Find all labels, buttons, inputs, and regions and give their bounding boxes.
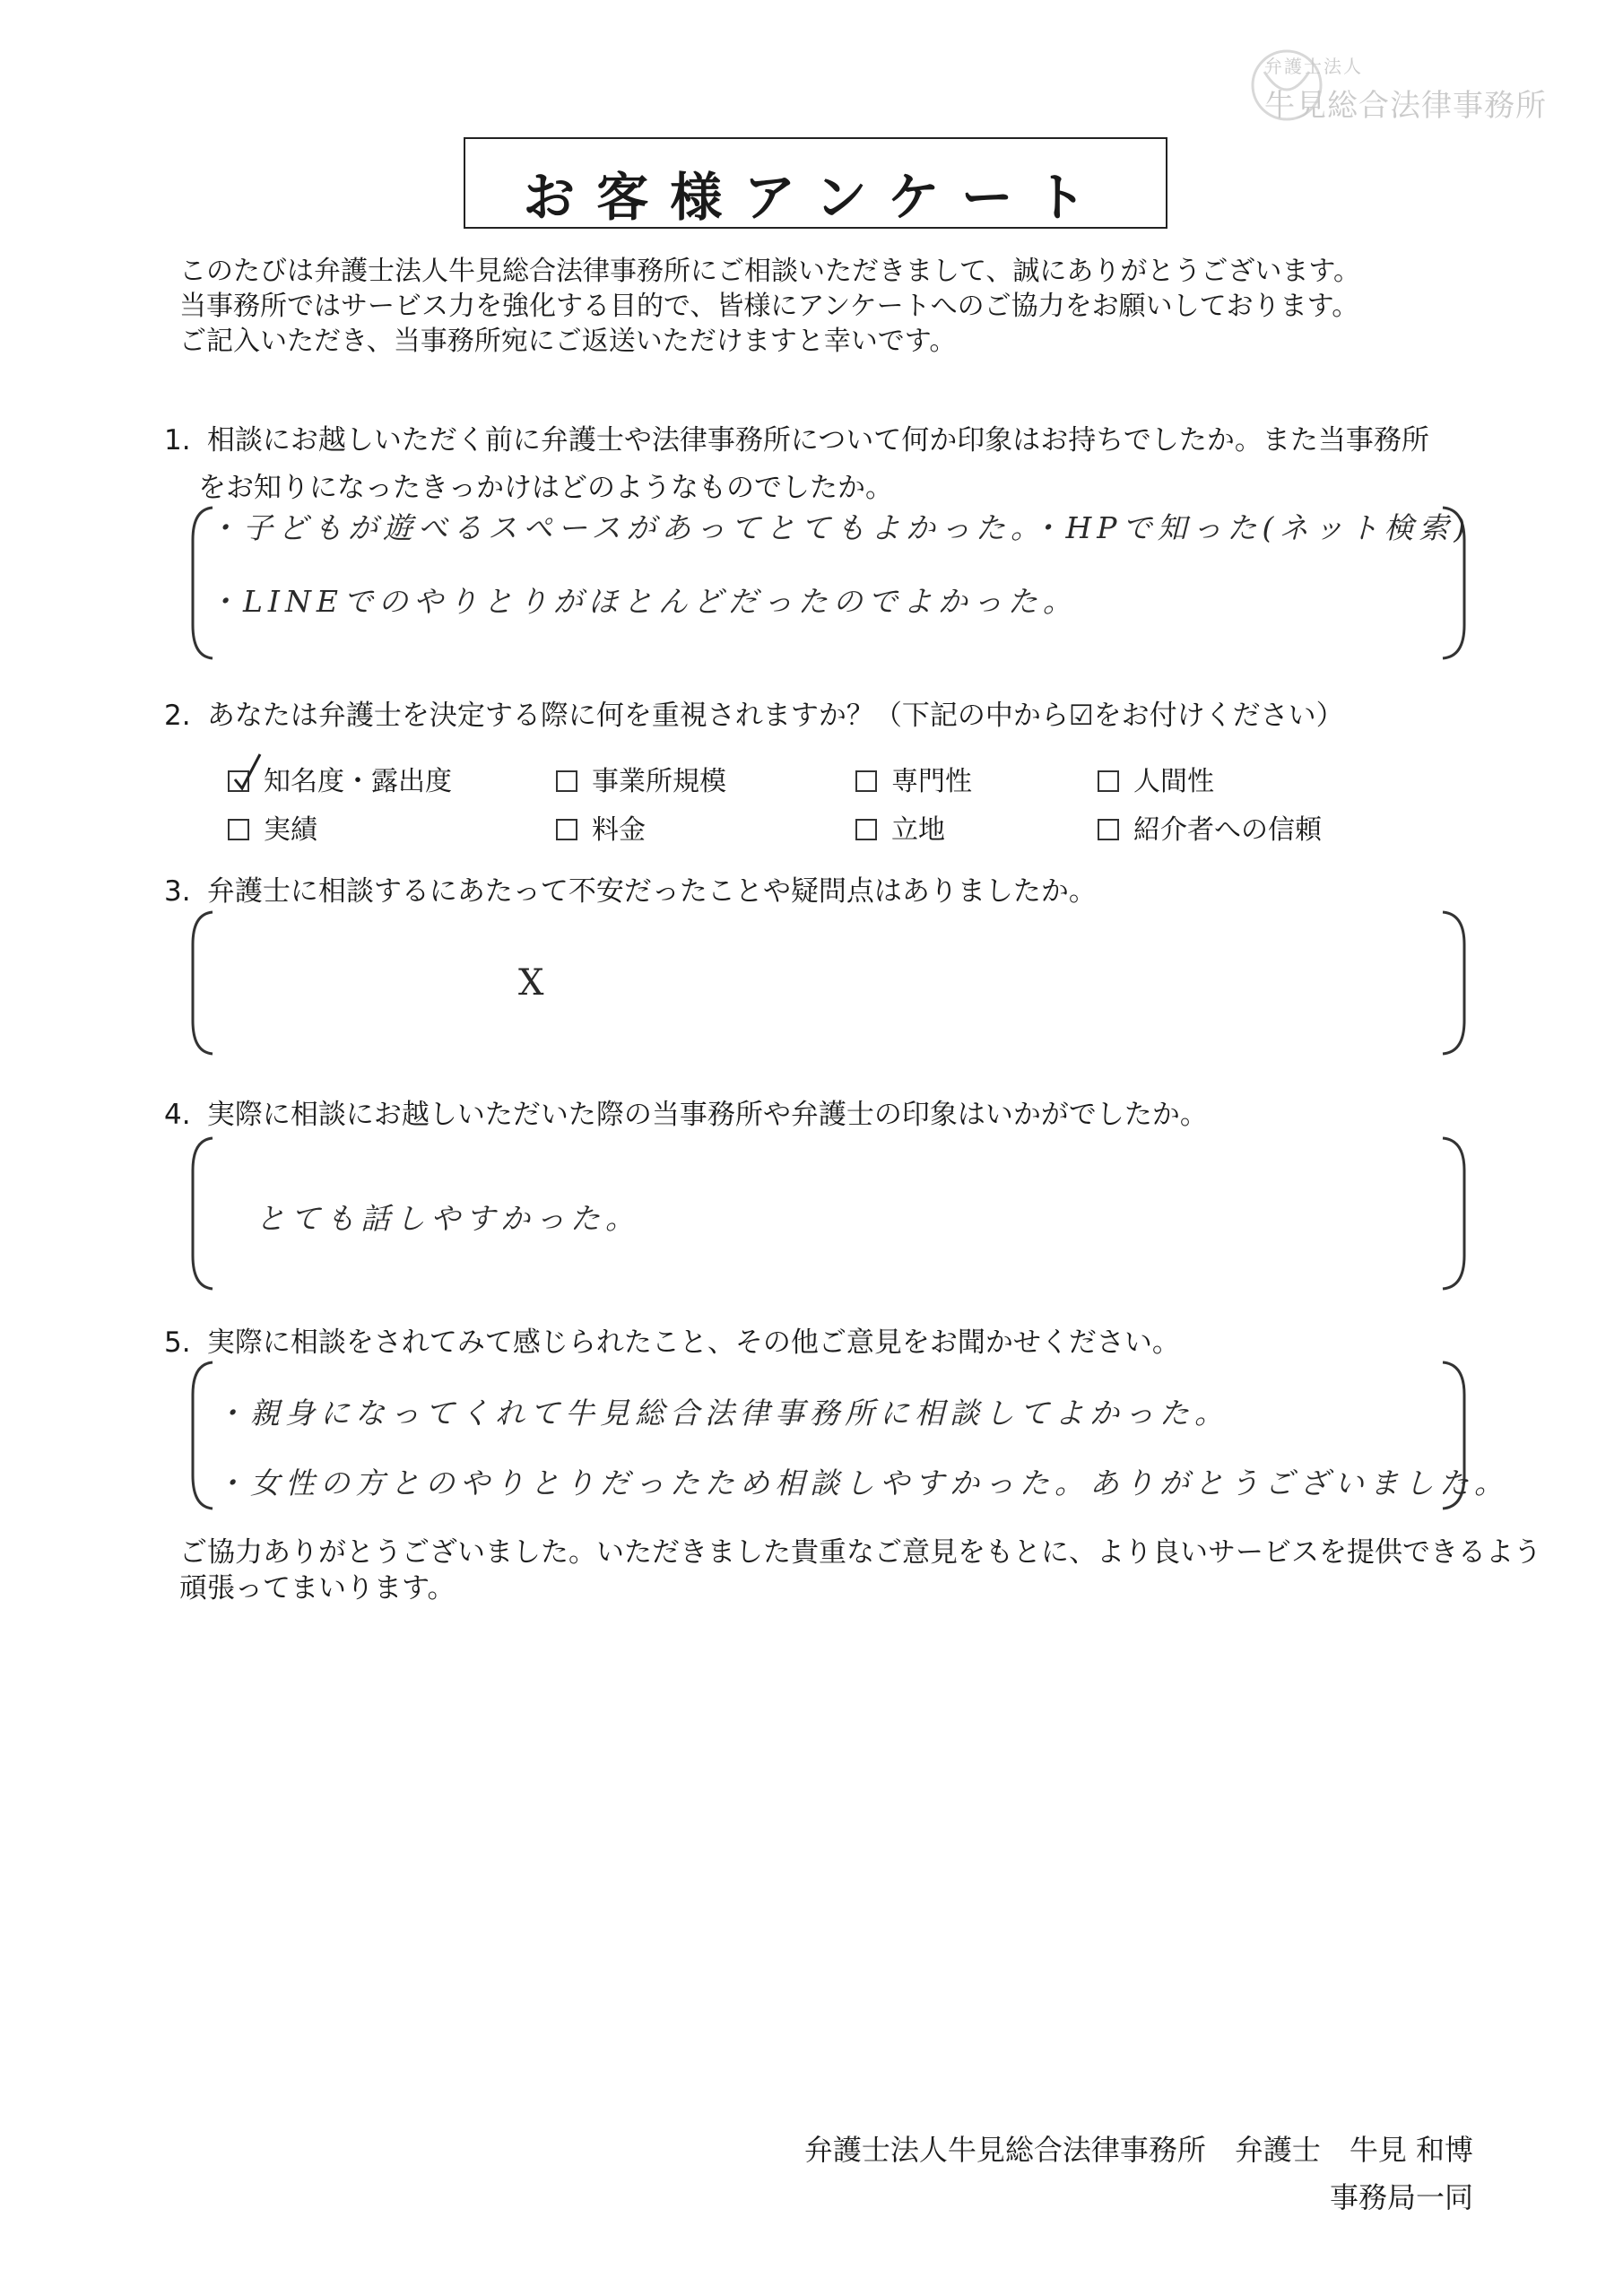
question-5 <box>164 1319 1180 1360</box>
checkbox[interactable] <box>1098 770 1119 792</box>
checkbox[interactable] <box>855 819 877 840</box>
watermark-firm-name: 牛見総合法律事務所 <box>1264 88 1547 124</box>
watermark-logo <box>1255 45 1578 126</box>
option-label: 専門性 <box>891 766 972 797</box>
closing-line: ご協力ありがとうございました。いただきました貴重なご意見をもとに、より良いサービスを提供できるよう <box>179 1536 1541 1569</box>
question-text: 実際に相談にお越しいただいた際の当事務所や弁護士の印象はいかがでしたか。 <box>206 1099 1208 1131</box>
option-office-size[interactable] <box>556 759 726 798</box>
question-2 <box>164 692 1344 733</box>
answer-3-brackets <box>184 909 1475 1057</box>
signature-office-staff: 事務局一同 <box>1329 2180 1473 2214</box>
question-number: 4. <box>164 1099 191 1131</box>
question-1 <box>164 417 1429 457</box>
checkbox[interactable] <box>855 770 877 792</box>
option-fees[interactable] <box>556 807 646 847</box>
checkmark-icon <box>233 752 264 794</box>
question-text: 弁護士に相談するにあたって不安だったことや疑問点はありましたか。 <box>206 875 1097 908</box>
answer-1-line-2: ・LINEでのやりとりがほとんどだったのでよかった。 <box>208 584 1078 619</box>
question-number: 3. <box>164 875 191 908</box>
survey-title-box <box>464 137 1167 229</box>
watermark-firm-type: 弁護士法人 <box>1264 56 1363 77</box>
checkbox[interactable] <box>556 819 577 840</box>
question-number: 5. <box>164 1326 191 1359</box>
checkbox-checked[interactable] <box>228 770 249 792</box>
answer-5-line-2: ・女性の方とのやりとりだったため相談しやすかった。ありがとうございました。 <box>215 1465 1509 1500</box>
question-text: 相談にお越しいただく前に弁護士や法律事務所について何か印象はお持ちでしたか。また当事務所 <box>206 424 1429 457</box>
intro-line: このたびは弁護士法人牛見総合法律事務所にご相談いただきまして、誠にありがとうございます。 <box>179 256 1360 287</box>
question-text: 実際に相談をされてみて感じられたこと、その他ご意見をお聞かせください。 <box>206 1326 1180 1359</box>
question-text: あなたは弁護士を決定する際に何を重視されますか？（下記の中から☑をお付けください） <box>206 700 1344 732</box>
closing-line: 頑張ってまいります。 <box>179 1572 456 1605</box>
option-label: 知名度・露出度 <box>264 766 452 797</box>
answer-4: とても話しやすかった。 <box>256 1201 640 1236</box>
closing-message <box>179 1535 1541 1606</box>
option-label: 料金 <box>592 814 646 846</box>
option-label: 事業所規模 <box>592 766 726 797</box>
question-number: 2. <box>164 700 191 732</box>
question-number: 1. <box>164 424 191 457</box>
intro-line: 当事務所ではサービス力を強化する目的で、皆様にアンケートへのご協力をお願いしております。 <box>179 291 1359 322</box>
question-1-continued: をお知りになったきっかけはどのようなものでしたか。 <box>198 472 893 504</box>
option-label: 人間性 <box>1133 766 1214 797</box>
checkbox[interactable] <box>1098 819 1119 840</box>
question-4 <box>164 1091 1208 1132</box>
answer-5-line-1: ・親身になってくれて牛見総合法律事務所に相談してよかった。 <box>215 1396 1229 1431</box>
option-personality[interactable] <box>1098 759 1214 798</box>
answer-3: X <box>518 962 550 1004</box>
signature-firm-lawyer: 弁護士法人牛見総合法律事務所 弁護士 牛見 和博 <box>803 2133 1473 2167</box>
option-referral-trust[interactable] <box>1098 807 1322 847</box>
option-label: 実績 <box>264 814 317 846</box>
question-3 <box>164 868 1097 909</box>
option-location[interactable] <box>855 807 945 847</box>
option-expertise[interactable] <box>855 759 972 798</box>
intro-paragraph <box>179 254 1360 359</box>
option-awareness[interactable] <box>228 759 452 798</box>
intro-line: ご記入いただき、当事務所宛にご返送いただけますと幸いです。 <box>179 326 957 357</box>
checkbox[interactable] <box>556 770 577 792</box>
option-track-record[interactable] <box>228 807 317 847</box>
checkbox[interactable] <box>228 819 249 840</box>
survey-title: お客様アンケート <box>523 167 1108 228</box>
option-label: 紹介者への信頼 <box>1133 814 1322 846</box>
answer-1-line-1: ・子どもが遊べるスペースがあってとてもよかった。・HPで知った(ネット検索) <box>208 510 1471 545</box>
option-label: 立地 <box>891 814 945 846</box>
